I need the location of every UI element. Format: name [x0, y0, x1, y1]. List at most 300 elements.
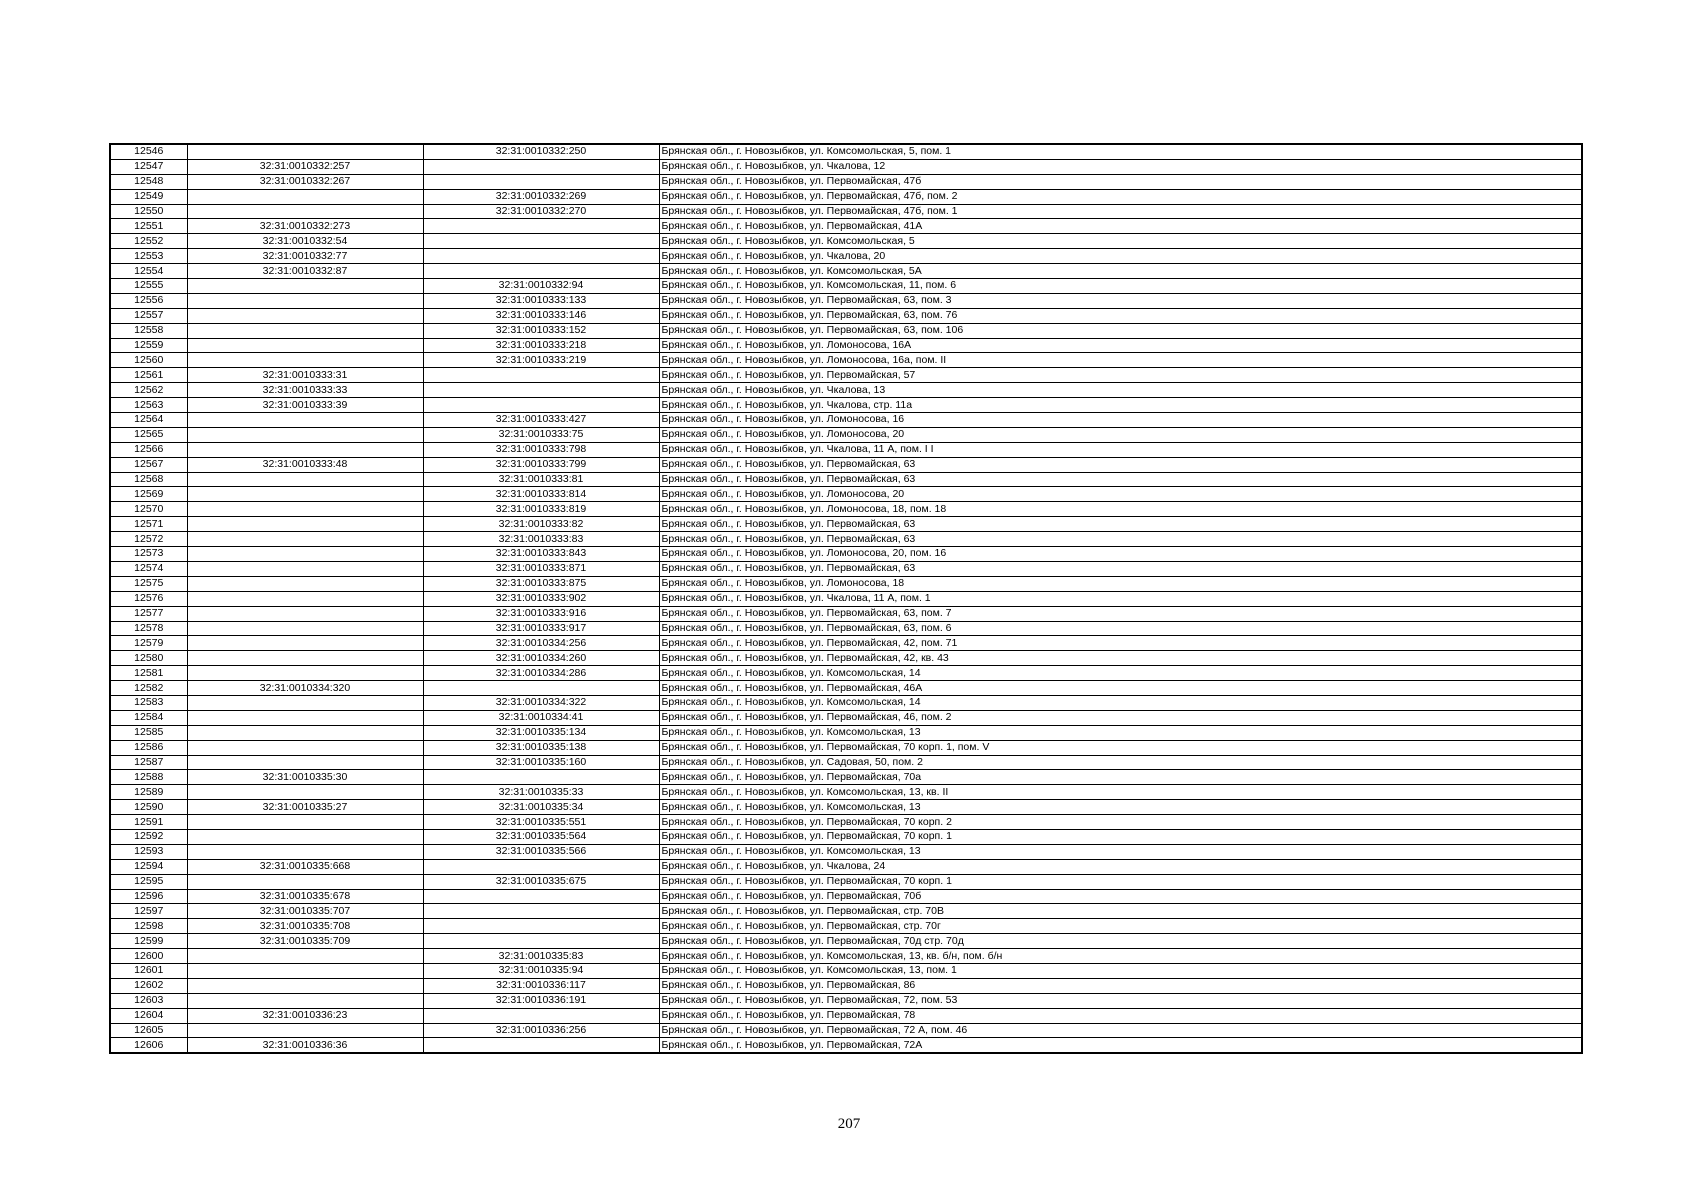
object-cadastral-number-cell	[423, 934, 659, 949]
address-cell: Брянская обл., г. Новозыбков, ул. Ломоносова, 20	[659, 487, 1582, 502]
address-cell: Брянская обл., г. Новозыбков, ул. Ломоносова, 18	[659, 576, 1582, 591]
land-cadastral-number-cell: 32:31:0010335:707	[187, 904, 423, 919]
table-row	[110, 621, 1582, 636]
row-number-cell: 12550	[110, 204, 187, 219]
land-cadastral-number-cell	[187, 844, 423, 859]
land-cadastral-number-cell	[187, 427, 423, 442]
address-cell: Брянская обл., г. Новозыбков, ул. Первомайская, 70 корп. 1	[659, 874, 1582, 889]
address-cell: Брянская обл., г. Новозыбков, ул. Первомайская, 42, пом. 71	[659, 636, 1582, 651]
address-cell: Брянская обл., г. Новозыбков, ул. Первомайская, стр. 70В	[659, 904, 1582, 919]
land-cadastral-number-cell	[187, 502, 423, 517]
row-number-cell: 12574	[110, 561, 187, 576]
address-cell: Брянская обл., г. Новозыбков, ул. Первомайская, 46А	[659, 681, 1582, 696]
object-cadastral-number-cell: 32:31:0010333:75	[423, 427, 659, 442]
object-cadastral-number-cell	[423, 234, 659, 249]
land-cadastral-number-cell	[187, 740, 423, 755]
table-row	[110, 383, 1582, 398]
row-number-cell: 12585	[110, 725, 187, 740]
object-cadastral-number-cell: 32:31:0010333:871	[423, 561, 659, 576]
table-row	[110, 323, 1582, 338]
object-cadastral-number-cell: 32:31:0010333:798	[423, 442, 659, 457]
table-row	[110, 1023, 1582, 1038]
land-cadastral-number-cell: 32:31:0010332:87	[187, 264, 423, 279]
table-row	[110, 800, 1582, 815]
land-cadastral-number-cell	[187, 785, 423, 800]
address-cell: Брянская обл., г. Новозыбков, ул. Ломоносова, 16А	[659, 338, 1582, 353]
table-row	[110, 144, 1582, 159]
table-row	[110, 755, 1582, 770]
land-cadastral-number-cell	[187, 725, 423, 740]
row-number-cell: 12562	[110, 383, 187, 398]
land-cadastral-number-cell	[187, 636, 423, 651]
table-row	[110, 1008, 1582, 1023]
address-cell: Брянская обл., г. Новозыбков, ул. Чкалова, 20	[659, 249, 1582, 264]
object-cadastral-number-cell: 32:31:0010335:551	[423, 815, 659, 830]
object-cadastral-number-cell: 32:31:0010333:843	[423, 547, 659, 562]
land-cadastral-number-cell	[187, 353, 423, 368]
row-number-cell: 12594	[110, 859, 187, 874]
land-cadastral-number-cell	[187, 949, 423, 964]
object-cadastral-number-cell: 32:31:0010335:566	[423, 844, 659, 859]
address-cell: Брянская обл., г. Новозыбков, ул. Первомайская, 70 корп. 2	[659, 815, 1582, 830]
land-cadastral-number-cell: 32:31:0010336:23	[187, 1008, 423, 1023]
row-number-cell: 12570	[110, 502, 187, 517]
table-row	[110, 666, 1582, 681]
table-row	[110, 844, 1582, 859]
address-cell: Брянская обл., г. Новозыбков, ул. Первомайская, 72, пом. 53	[659, 993, 1582, 1008]
land-cadastral-number-cell	[187, 591, 423, 606]
address-cell: Брянская обл., г. Новозыбков, ул. Комсомольская, 13, кв. II	[659, 785, 1582, 800]
land-cadastral-number-cell	[187, 308, 423, 323]
row-number-cell: 12577	[110, 606, 187, 621]
object-cadastral-number-cell	[423, 859, 659, 874]
address-cell: Брянская обл., г. Новозыбков, ул. Первомайская, 63	[659, 532, 1582, 547]
table-row	[110, 591, 1582, 606]
row-number-cell: 12564	[110, 413, 187, 428]
address-cell: Брянская обл., г. Новозыбков, ул. Комсомольская, 5, пом. 1	[659, 144, 1582, 159]
property-registry-table	[109, 143, 1583, 1054]
table-row	[110, 457, 1582, 472]
land-cadastral-number-cell	[187, 517, 423, 532]
object-cadastral-number-cell: 32:31:0010333:814	[423, 487, 659, 502]
address-cell: Брянская обл., г. Новозыбков, ул. Ломоносова, 16а, пом. II	[659, 353, 1582, 368]
row-number-cell: 12606	[110, 1038, 187, 1053]
land-cadastral-number-cell	[187, 487, 423, 502]
land-cadastral-number-cell	[187, 963, 423, 978]
address-cell: Брянская обл., г. Новозыбков, ул. Комсомольская, 11, пом. 6	[659, 279, 1582, 294]
address-cell: Брянская обл., г. Новозыбков, ул. Первомайская, 72А	[659, 1038, 1582, 1053]
row-number-cell: 12561	[110, 368, 187, 383]
object-cadastral-number-cell	[423, 681, 659, 696]
land-cadastral-number-cell	[187, 695, 423, 710]
address-cell: Брянская обл., г. Новозыбков, ул. Первомайская, 46, пом. 2	[659, 710, 1582, 725]
object-cadastral-number-cell: 32:31:0010333:917	[423, 621, 659, 636]
table-row	[110, 815, 1582, 830]
table-row	[110, 993, 1582, 1008]
object-cadastral-number-cell: 32:31:0010335:564	[423, 829, 659, 844]
object-cadastral-number-cell	[423, 219, 659, 234]
object-cadastral-number-cell: 32:31:0010335:83	[423, 949, 659, 964]
land-cadastral-number-cell: 32:31:0010335:708	[187, 919, 423, 934]
object-cadastral-number-cell: 32:31:0010333:146	[423, 308, 659, 323]
object-cadastral-number-cell	[423, 904, 659, 919]
table-row	[110, 308, 1582, 323]
address-cell: Брянская обл., г. Новозыбков, ул. Первомайская, 47б	[659, 174, 1582, 189]
row-number-cell: 12593	[110, 844, 187, 859]
address-cell: Брянская обл., г. Новозыбков, ул. Чкалова, 24	[659, 859, 1582, 874]
table-row	[110, 889, 1582, 904]
land-cadastral-number-cell	[187, 323, 423, 338]
address-cell: Брянская обл., г. Новозыбков, ул. Первомайская, 63, пом. 106	[659, 323, 1582, 338]
object-cadastral-number-cell: 32:31:0010336:191	[423, 993, 659, 1008]
table-row	[110, 234, 1582, 249]
table-row	[110, 547, 1582, 562]
row-number-cell: 12598	[110, 919, 187, 934]
table-row	[110, 442, 1582, 457]
row-number-cell: 12602	[110, 978, 187, 993]
object-cadastral-number-cell: 32:31:0010333:82	[423, 517, 659, 532]
table-row	[110, 368, 1582, 383]
row-number-cell: 12555	[110, 279, 187, 294]
table-row	[110, 561, 1582, 576]
row-number-cell: 12576	[110, 591, 187, 606]
row-number-cell: 12582	[110, 681, 187, 696]
land-cadastral-number-cell: 32:31:0010335:678	[187, 889, 423, 904]
object-cadastral-number-cell: 32:31:0010332:270	[423, 204, 659, 219]
address-cell: Брянская обл., г. Новозыбков, ул. Первомайская, 70 корп. 1, пом. V	[659, 740, 1582, 755]
object-cadastral-number-cell: 32:31:0010332:269	[423, 189, 659, 204]
row-number-cell: 12588	[110, 770, 187, 785]
object-cadastral-number-cell	[423, 398, 659, 413]
row-number-cell: 12596	[110, 889, 187, 904]
table-row	[110, 219, 1582, 234]
object-cadastral-number-cell: 32:31:0010335:94	[423, 963, 659, 978]
object-cadastral-number-cell	[423, 770, 659, 785]
object-cadastral-number-cell: 32:31:0010332:94	[423, 279, 659, 294]
address-cell: Брянская обл., г. Новозыбков, ул. Первомайская, 63	[659, 517, 1582, 532]
registry-table-body	[110, 144, 1582, 1053]
table-row	[110, 472, 1582, 487]
row-number-cell: 12563	[110, 398, 187, 413]
land-cadastral-number-cell	[187, 829, 423, 844]
land-cadastral-number-cell	[187, 666, 423, 681]
address-cell: Брянская обл., г. Новозыбков, ул. Первомайская, 63	[659, 472, 1582, 487]
land-cadastral-number-cell	[187, 189, 423, 204]
row-number-cell: 12573	[110, 547, 187, 562]
address-cell: Брянская обл., г. Новозыбков, ул. Первомайская, 78	[659, 1008, 1582, 1023]
address-cell: Брянская обл., г. Новозыбков, ул. Ломоносова, 16	[659, 413, 1582, 428]
land-cadastral-number-cell	[187, 606, 423, 621]
land-cadastral-number-cell: 32:31:0010332:267	[187, 174, 423, 189]
object-cadastral-number-cell	[423, 383, 659, 398]
land-cadastral-number-cell	[187, 413, 423, 428]
table-row	[110, 681, 1582, 696]
table-row	[110, 204, 1582, 219]
address-cell: Брянская обл., г. Новозыбков, ул. Комсомольская, 14	[659, 695, 1582, 710]
table-row	[110, 770, 1582, 785]
table-row	[110, 1038, 1582, 1053]
row-number-cell: 12565	[110, 427, 187, 442]
table-row	[110, 413, 1582, 428]
table-row	[110, 338, 1582, 353]
object-cadastral-number-cell	[423, 264, 659, 279]
row-number-cell: 12572	[110, 532, 187, 547]
land-cadastral-number-cell: 32:31:0010332:77	[187, 249, 423, 264]
row-number-cell: 12552	[110, 234, 187, 249]
address-cell: Брянская обл., г. Новозыбков, ул. Чкалова, стр. 11а	[659, 398, 1582, 413]
address-cell: Брянская обл., г. Новозыбков, ул. Комсомольская, 13, кв. б/н, пом. б/н	[659, 949, 1582, 964]
object-cadastral-number-cell: 32:31:0010333:799	[423, 457, 659, 472]
address-cell: Брянская обл., г. Новозыбков, ул. Первомайская, 63, пом. 6	[659, 621, 1582, 636]
address-cell: Брянская обл., г. Новозыбков, ул. Первомайская, 70д стр. 70д	[659, 934, 1582, 949]
land-cadastral-number-cell	[187, 621, 423, 636]
address-cell: Брянская обл., г. Новозыбков, ул. Первомайская, 72 А, пом. 46	[659, 1023, 1582, 1038]
table-row	[110, 949, 1582, 964]
row-number-cell: 12589	[110, 785, 187, 800]
object-cadastral-number-cell: 32:31:0010334:41	[423, 710, 659, 725]
table-row	[110, 353, 1582, 368]
address-cell: Брянская обл., г. Новозыбков, ул. Первомайская, стр. 70г	[659, 919, 1582, 934]
table-row	[110, 725, 1582, 740]
table-row	[110, 532, 1582, 547]
table-row	[110, 963, 1582, 978]
address-cell: Брянская обл., г. Новозыбков, ул. Комсомольская, 13	[659, 725, 1582, 740]
land-cadastral-number-cell	[187, 279, 423, 294]
table-row	[110, 829, 1582, 844]
table-row	[110, 934, 1582, 949]
object-cadastral-number-cell	[423, 249, 659, 264]
address-cell: Брянская обл., г. Новозыбков, ул. Ломоносова, 20	[659, 427, 1582, 442]
object-cadastral-number-cell: 32:31:0010333:133	[423, 293, 659, 308]
address-cell: Брянская обл., г. Новозыбков, ул. Первомайская, 47б, пом. 2	[659, 189, 1582, 204]
row-number-cell: 12584	[110, 710, 187, 725]
object-cadastral-number-cell	[423, 919, 659, 934]
row-number-cell: 12548	[110, 174, 187, 189]
land-cadastral-number-cell	[187, 651, 423, 666]
land-cadastral-number-cell	[187, 561, 423, 576]
row-number-cell: 12592	[110, 829, 187, 844]
object-cadastral-number-cell: 32:31:0010333:83	[423, 532, 659, 547]
object-cadastral-number-cell	[423, 174, 659, 189]
row-number-cell: 12553	[110, 249, 187, 264]
address-cell: Брянская обл., г. Новозыбков, ул. Первомайская, 63, пом. 3	[659, 293, 1582, 308]
address-cell: Брянская обл., г. Новозыбков, ул. Чкалова, 13	[659, 383, 1582, 398]
row-number-cell: 12547	[110, 159, 187, 174]
address-cell: Брянская обл., г. Новозыбков, ул. Первомайская, 70б	[659, 889, 1582, 904]
page-number: 207	[837, 1116, 861, 1132]
land-cadastral-number-cell	[187, 144, 423, 159]
row-number-cell: 12581	[110, 666, 187, 681]
land-cadastral-number-cell: 32:31:0010335:27	[187, 800, 423, 815]
row-number-cell: 12583	[110, 695, 187, 710]
table-row	[110, 740, 1582, 755]
row-number-cell: 12546	[110, 144, 187, 159]
land-cadastral-number-cell	[187, 442, 423, 457]
address-cell: Брянская обл., г. Новозыбков, ул. Комсомольская, 5А	[659, 264, 1582, 279]
land-cadastral-number-cell	[187, 338, 423, 353]
address-cell: Брянская обл., г. Новозыбков, ул. Первомайская, 63	[659, 561, 1582, 576]
land-cadastral-number-cell: 32:31:0010336:36	[187, 1038, 423, 1053]
object-cadastral-number-cell: 32:31:0010333:902	[423, 591, 659, 606]
address-cell: Брянская обл., г. Новозыбков, ул. Комсомольская, 5	[659, 234, 1582, 249]
address-cell: Брянская обл., г. Новозыбков, ул. Первомайская, 42, кв. 43	[659, 651, 1582, 666]
land-cadastral-number-cell	[187, 815, 423, 830]
row-number-cell: 12557	[110, 308, 187, 323]
row-number-cell: 12579	[110, 636, 187, 651]
table-row	[110, 874, 1582, 889]
address-cell: Брянская обл., г. Новозыбков, ул. Первомайская, 63	[659, 457, 1582, 472]
table-row	[110, 606, 1582, 621]
address-cell: Брянская обл., г. Новозыбков, ул. Комсомольская, 13, пом. 1	[659, 963, 1582, 978]
row-number-cell: 12580	[110, 651, 187, 666]
land-cadastral-number-cell: 32:31:0010335:709	[187, 934, 423, 949]
object-cadastral-number-cell: 32:31:0010334:256	[423, 636, 659, 651]
row-number-cell: 12591	[110, 815, 187, 830]
address-cell: Брянская обл., г. Новозыбков, ул. Чкалова, 12	[659, 159, 1582, 174]
table-row	[110, 264, 1582, 279]
land-cadastral-number-cell	[187, 204, 423, 219]
address-cell: Брянская обл., г. Новозыбков, ул. Комсомольская, 13	[659, 800, 1582, 815]
address-cell: Брянская обл., г. Новозыбков, ул. Первомайская, 70а	[659, 770, 1582, 785]
row-number-cell: 12566	[110, 442, 187, 457]
address-cell: Брянская обл., г. Новозыбков, ул. Первомайская, 47б, пом. 1	[659, 204, 1582, 219]
object-cadastral-number-cell: 32:31:0010335:160	[423, 755, 659, 770]
object-cadastral-number-cell	[423, 159, 659, 174]
object-cadastral-number-cell: 32:31:0010335:134	[423, 725, 659, 740]
object-cadastral-number-cell: 32:31:0010333:427	[423, 413, 659, 428]
table-row	[110, 636, 1582, 651]
row-number-cell: 12558	[110, 323, 187, 338]
land-cadastral-number-cell	[187, 1023, 423, 1038]
row-number-cell: 12578	[110, 621, 187, 636]
object-cadastral-number-cell: 32:31:0010335:138	[423, 740, 659, 755]
table-row	[110, 695, 1582, 710]
object-cadastral-number-cell: 32:31:0010334:286	[423, 666, 659, 681]
address-cell: Брянская обл., г. Новозыбков, ул. Первомайская, 63, пом. 76	[659, 308, 1582, 323]
table-row	[110, 398, 1582, 413]
row-number-cell: 12587	[110, 755, 187, 770]
land-cadastral-number-cell	[187, 978, 423, 993]
address-cell: Брянская обл., г. Новозыбков, ул. Первомайская, 70 корп. 1	[659, 829, 1582, 844]
object-cadastral-number-cell: 32:31:0010336:256	[423, 1023, 659, 1038]
address-cell: Брянская обл., г. Новозыбков, ул. Комсомольская, 13	[659, 844, 1582, 859]
row-number-cell: 12586	[110, 740, 187, 755]
row-number-cell: 12590	[110, 800, 187, 815]
object-cadastral-number-cell	[423, 1038, 659, 1053]
land-cadastral-number-cell	[187, 874, 423, 889]
object-cadastral-number-cell	[423, 1008, 659, 1023]
address-cell: Брянская обл., г. Новозыбков, ул. Первомайская, 86	[659, 978, 1582, 993]
object-cadastral-number-cell: 32:31:0010333:916	[423, 606, 659, 621]
table-row	[110, 293, 1582, 308]
table-row	[110, 904, 1582, 919]
row-number-cell: 12600	[110, 949, 187, 964]
row-number-cell: 12604	[110, 1008, 187, 1023]
table-row	[110, 576, 1582, 591]
object-cadastral-number-cell: 32:31:0010335:33	[423, 785, 659, 800]
row-number-cell: 12575	[110, 576, 187, 591]
land-cadastral-number-cell	[187, 993, 423, 1008]
table-row	[110, 710, 1582, 725]
land-cadastral-number-cell	[187, 547, 423, 562]
land-cadastral-number-cell	[187, 576, 423, 591]
table-row	[110, 427, 1582, 442]
address-cell: Брянская обл., г. Новозыбков, ул. Чкалова, 11 А, пом. 1	[659, 591, 1582, 606]
land-cadastral-number-cell	[187, 755, 423, 770]
table-row	[110, 487, 1582, 502]
address-cell: Брянская обл., г. Новозыбков, ул. Комсомольская, 14	[659, 666, 1582, 681]
address-cell: Брянская обл., г. Новозыбков, ул. Чкалова, 11 А, пом. I I	[659, 442, 1582, 457]
land-cadastral-number-cell: 32:31:0010335:30	[187, 770, 423, 785]
land-cadastral-number-cell	[187, 293, 423, 308]
table-row	[110, 189, 1582, 204]
row-number-cell: 12569	[110, 487, 187, 502]
object-cadastral-number-cell: 32:31:0010333:152	[423, 323, 659, 338]
table-row	[110, 279, 1582, 294]
land-cadastral-number-cell: 32:31:0010332:273	[187, 219, 423, 234]
object-cadastral-number-cell: 32:31:0010335:675	[423, 874, 659, 889]
row-number-cell: 12554	[110, 264, 187, 279]
row-number-cell: 12551	[110, 219, 187, 234]
row-number-cell: 12599	[110, 934, 187, 949]
table-row	[110, 785, 1582, 800]
land-cadastral-number-cell: 32:31:0010333:48	[187, 457, 423, 472]
row-number-cell: 12603	[110, 993, 187, 1008]
row-number-cell: 12605	[110, 1023, 187, 1038]
address-cell: Брянская обл., г. Новозыбков, ул. Ломоносова, 18, пом. 18	[659, 502, 1582, 517]
address-cell: Брянская обл., г. Новозыбков, ул. Садовая, 50, пом. 2	[659, 755, 1582, 770]
address-cell: Брянская обл., г. Новозыбков, ул. Первомайская, 63, пом. 7	[659, 606, 1582, 621]
row-number-cell: 12559	[110, 338, 187, 353]
object-cadastral-number-cell: 32:31:0010334:260	[423, 651, 659, 666]
land-cadastral-number-cell: 32:31:0010333:39	[187, 398, 423, 413]
object-cadastral-number-cell: 32:31:0010333:819	[423, 502, 659, 517]
table-row	[110, 249, 1582, 264]
object-cadastral-number-cell: 32:31:0010335:34	[423, 800, 659, 815]
object-cadastral-number-cell	[423, 368, 659, 383]
table-row	[110, 859, 1582, 874]
address-cell: Брянская обл., г. Новозыбков, ул. Ломоносова, 20, пом. 16	[659, 547, 1582, 562]
row-number-cell: 12568	[110, 472, 187, 487]
row-number-cell: 12549	[110, 189, 187, 204]
address-cell: Брянская обл., г. Новозыбков, ул. Первомайская, 57	[659, 368, 1582, 383]
object-cadastral-number-cell: 32:31:0010336:117	[423, 978, 659, 993]
land-cadastral-number-cell	[187, 710, 423, 725]
object-cadastral-number-cell: 32:31:0010333:875	[423, 576, 659, 591]
object-cadastral-number-cell: 32:31:0010333:219	[423, 353, 659, 368]
table-row	[110, 978, 1582, 993]
row-number-cell: 12601	[110, 963, 187, 978]
object-cadastral-number-cell: 32:31:0010333:218	[423, 338, 659, 353]
land-cadastral-number-cell: 32:31:0010333:31	[187, 368, 423, 383]
object-cadastral-number-cell: 32:31:0010334:322	[423, 695, 659, 710]
object-cadastral-number-cell	[423, 889, 659, 904]
row-number-cell: 12556	[110, 293, 187, 308]
land-cadastral-number-cell	[187, 532, 423, 547]
table-row	[110, 517, 1582, 532]
address-cell: Брянская обл., г. Новозыбков, ул. Первомайская, 41А	[659, 219, 1582, 234]
land-cadastral-number-cell	[187, 472, 423, 487]
row-number-cell: 12571	[110, 517, 187, 532]
land-cadastral-number-cell: 32:31:0010335:668	[187, 859, 423, 874]
land-cadastral-number-cell: 32:31:0010332:257	[187, 159, 423, 174]
table-row	[110, 919, 1582, 934]
row-number-cell: 12597	[110, 904, 187, 919]
table-row	[110, 159, 1582, 174]
land-cadastral-number-cell: 32:31:0010334:320	[187, 681, 423, 696]
table-row	[110, 651, 1582, 666]
table-row	[110, 174, 1582, 189]
